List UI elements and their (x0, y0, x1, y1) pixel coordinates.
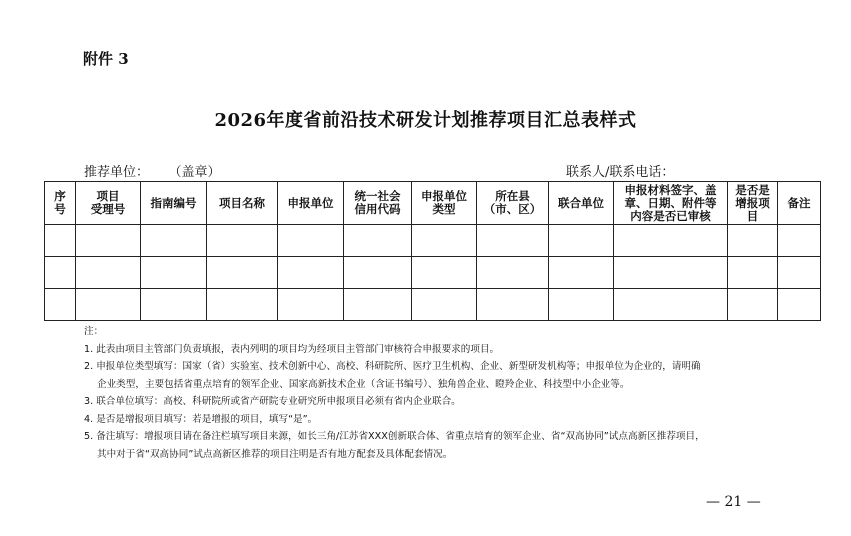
table-cell[interactable] (412, 225, 477, 257)
table-cell[interactable] (728, 225, 778, 257)
table-cell[interactable] (207, 257, 278, 289)
seal-note: （盖章） (175, 165, 221, 180)
column-header: 统一社会 信用代码 (344, 182, 412, 225)
column-header: 备注 (778, 182, 821, 225)
table-cell[interactable] (45, 225, 76, 257)
table-cell[interactable] (412, 289, 477, 321)
table-cell[interactable] (278, 257, 344, 289)
table-cell[interactable] (778, 225, 821, 257)
table-cell[interactable] (344, 289, 412, 321)
note-item: 4. 是否是增报项目填写：若是增报的项目，填写“是”。 (84, 413, 318, 425)
table-body (45, 225, 821, 321)
column-header: 项目名称 (207, 182, 278, 225)
recommending-unit-line (84, 161, 221, 180)
table-cell[interactable] (76, 289, 141, 321)
table-cell[interactable] (549, 225, 614, 257)
table-row (45, 257, 821, 289)
column-header: 申报单位 (278, 182, 344, 225)
table-cell[interactable] (207, 289, 278, 321)
table-cell[interactable] (614, 289, 728, 321)
table-cell[interactable] (141, 257, 207, 289)
note-item: 其中对于省“双高协同”试点高新区推荐的项目注明是否有地方配套及具体配套情况。 (97, 448, 453, 460)
table-cell[interactable] (278, 289, 344, 321)
table-cell[interactable] (141, 225, 207, 257)
table-header-row (45, 182, 821, 225)
notes-label: 注： (84, 326, 104, 337)
table-cell[interactable] (45, 289, 76, 321)
column-header: 申报单位 类型 (412, 182, 477, 225)
note-item: 2. 申报单位类型填写：国家（省）实验室、技术创新中心、高校、科研院所、医疗卫生机构、企业、新型研发机构等；申报单位为企业的，请明确 (84, 361, 701, 372)
table-cell[interactable] (278, 225, 344, 257)
table-cell[interactable] (728, 289, 778, 321)
table-cell[interactable] (76, 257, 141, 289)
table-cell[interactable] (778, 289, 821, 321)
table-cell[interactable] (549, 289, 614, 321)
table-cell[interactable] (778, 257, 821, 289)
table-row (45, 225, 821, 257)
table-cell[interactable] (207, 225, 278, 257)
table-cell[interactable] (141, 289, 207, 321)
table-cell[interactable] (549, 257, 614, 289)
table-cell[interactable] (477, 289, 549, 321)
column-header: 联合单位 (549, 182, 614, 225)
note-item: 企业类型，主要包括省重点培育的领军企业、国家高新技术企业（含证书编号）、独角兽企业、瞪羚企业、科技型中小企业等。 (97, 378, 630, 390)
table-cell[interactable] (728, 257, 778, 289)
table-row (45, 289, 821, 321)
table-cell[interactable] (477, 257, 549, 289)
table-cell[interactable] (76, 225, 141, 257)
recommending-unit-label: 推荐单位： (84, 165, 150, 180)
table-cell[interactable] (412, 257, 477, 289)
column-header: 所在县 （市、区） (477, 182, 549, 225)
contact-label: 联系人/联系电话： (566, 165, 675, 180)
table-cell[interactable] (344, 257, 412, 289)
table-cell[interactable] (614, 257, 728, 289)
note-item: 1. 此表由项目主管部门负责填报，表内列明的项目均为经项目主管部门审核符合申报要求的项目。 (84, 343, 500, 355)
page-title: 2026年度省前沿技术研发计划推荐项目汇总表样式 (214, 110, 637, 131)
notes (84, 323, 804, 463)
note-item: 5. 备注填写：增报项目请在备注栏填写项目来源，如长三角/江苏省XXX创新联合体、省重点培育的领军企业、省“双高协同”试点高新区推荐项目， (84, 431, 705, 442)
column-header: 项目 受理号 (76, 182, 141, 225)
summary-table (44, 181, 821, 321)
table-cell[interactable] (45, 257, 76, 289)
table-cell[interactable] (477, 225, 549, 257)
note-item: 3. 联合单位填写：高校、科研院所或省产研院专业研究所申报项目必须有省内企业联合。 (84, 396, 461, 407)
column-header: 指南编号 (141, 182, 207, 225)
table-cell[interactable] (614, 225, 728, 257)
column-header: 序 号 (45, 182, 76, 225)
column-header: 是否是 增报项 目 (728, 182, 778, 225)
attachment-label: 附件 3 (83, 50, 129, 68)
page-number: — 21 — (706, 494, 761, 510)
column-header: 申报材料签字、盖 章、日期、附件等 内容是否已审核 (614, 182, 728, 225)
table-cell[interactable] (344, 225, 412, 257)
